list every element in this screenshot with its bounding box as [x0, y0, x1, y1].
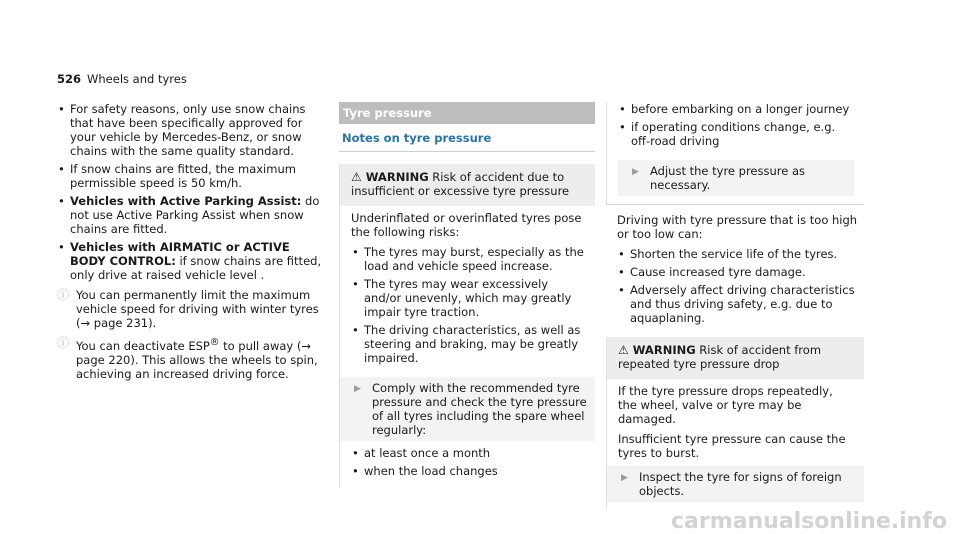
list-item: • if operating conditions change, e.g. off-road driving [618, 120, 854, 148]
info-icon: ⓘ [57, 336, 70, 350]
note-text: to pull away (→ page 220). This allows the wheels to spin, achieving an increased driving force. [76, 338, 318, 381]
page-header [57, 72, 187, 86]
warning-intro: Underinflated or overinflated tyres pose the following risks: [351, 211, 582, 239]
section-title: Tyre pressure [339, 102, 595, 124]
page-number: 526 [57, 72, 82, 86]
item-heading: Vehicles with Active Parking Assist: [70, 194, 302, 208]
watermark[interactable]: carmanualsonline.info [671, 509, 947, 534]
subsection-title: Notes on tyre pressure [342, 131, 492, 145]
paragraph: Insufficient tyre pressure can cause the tyres to burst. [618, 432, 846, 460]
warning-header [340, 164, 595, 206]
warning-label: WARNING [632, 343, 696, 357]
list-item: • at least once a month [351, 446, 585, 460]
info-note [57, 288, 327, 330]
list-item: • Shorten the service life of the tyres. [617, 247, 864, 261]
list-item: • The driving characteristics, as well as steering and braking, may be greatly impaired. [351, 323, 585, 365]
action-arrow-icon: ▶ [632, 167, 639, 177]
divider [606, 204, 864, 205]
list-item: • when the load changes [351, 464, 585, 478]
action-step [340, 377, 595, 441]
warning-icon: ⚠ [351, 170, 362, 184]
check-list [340, 441, 595, 478]
warning-text: Risk of accident due to insufficient or excessive tyre pressure [351, 170, 570, 198]
text-block [606, 213, 864, 325]
warning-box [339, 164, 595, 488]
section-name: Wheels and tyres [87, 72, 187, 86]
registered-mark: ® [209, 337, 220, 348]
list-item: • If snow chains are fitted, the maximum permissible speed is 50 km/h. [57, 162, 327, 190]
action-step [618, 160, 854, 196]
paragraph: Driving with tyre pressure that is too high or too low can: [617, 213, 858, 241]
action-text: Adjust the tyre pressure as necessary. [650, 164, 806, 192]
warning-text: Risk of accident from repeated tyre pressure drop [618, 343, 822, 371]
paragraph: If the tyre pressure drops repeatedly, the wheel, valve or tyre may be damaged. [618, 384, 833, 426]
item-text: if snow chains are fitted, only drive at raised vehicle level . [70, 254, 322, 282]
note-text: You can permanently limit the maximum vehicle speed for driving with winter tyres (→ page 231). [76, 288, 319, 330]
action-text: Inspect the tyre for signs of foreign objects. [639, 470, 842, 498]
warning-body [340, 206, 595, 365]
note-text: You can deactivate ESP [76, 338, 210, 353]
column-right [606, 102, 864, 508]
list-item: • Cause increased tyre damage. [617, 265, 864, 279]
list-item: • before embarking on a longer journey [618, 102, 854, 116]
warning-box-continued [606, 102, 864, 204]
list-item: • The tyres may burst, especially as the load and vehicle speed increase. [351, 245, 585, 273]
warning-header [607, 337, 864, 379]
action-arrow-icon: ▶ [621, 473, 628, 483]
column-left [57, 102, 327, 381]
list-item: • The tyres may wear excessively and/or unevenly, which may greatly impair tyre traction. [351, 277, 585, 319]
info-note [57, 336, 327, 381]
action-text: Comply with the recommended tyre pressure and check the tyre pressure of all tyres including the spare wheel regularly: [372, 381, 587, 437]
warning-label: WARNING [365, 170, 429, 184]
list-item: • Adversely affect driving characteristics and thus driving safety, e.g. due to aquaplaning. [617, 283, 864, 325]
action-arrow-icon: ▶ [354, 384, 361, 394]
list-item [57, 240, 327, 282]
item-heading: Vehicles with AIRMATIC or ACTIVE BODY CONTROL: [70, 240, 290, 268]
action-step [607, 466, 864, 502]
info-icon: ⓘ [57, 288, 70, 302]
warning-box [606, 337, 864, 508]
column-middle [339, 102, 595, 488]
item-text: do not use Active Parking Assist when snow chains are fitted. [70, 194, 320, 236]
warning-body [607, 379, 864, 460]
list-item [57, 194, 327, 236]
divider [339, 151, 595, 152]
warning-icon: ⚠ [618, 343, 629, 357]
list-item: • For safety reasons, only use snow chains that have been specifically approved for your vehicle by Mercedes-Benz, or snow chains with the same quality standard. [57, 102, 327, 158]
